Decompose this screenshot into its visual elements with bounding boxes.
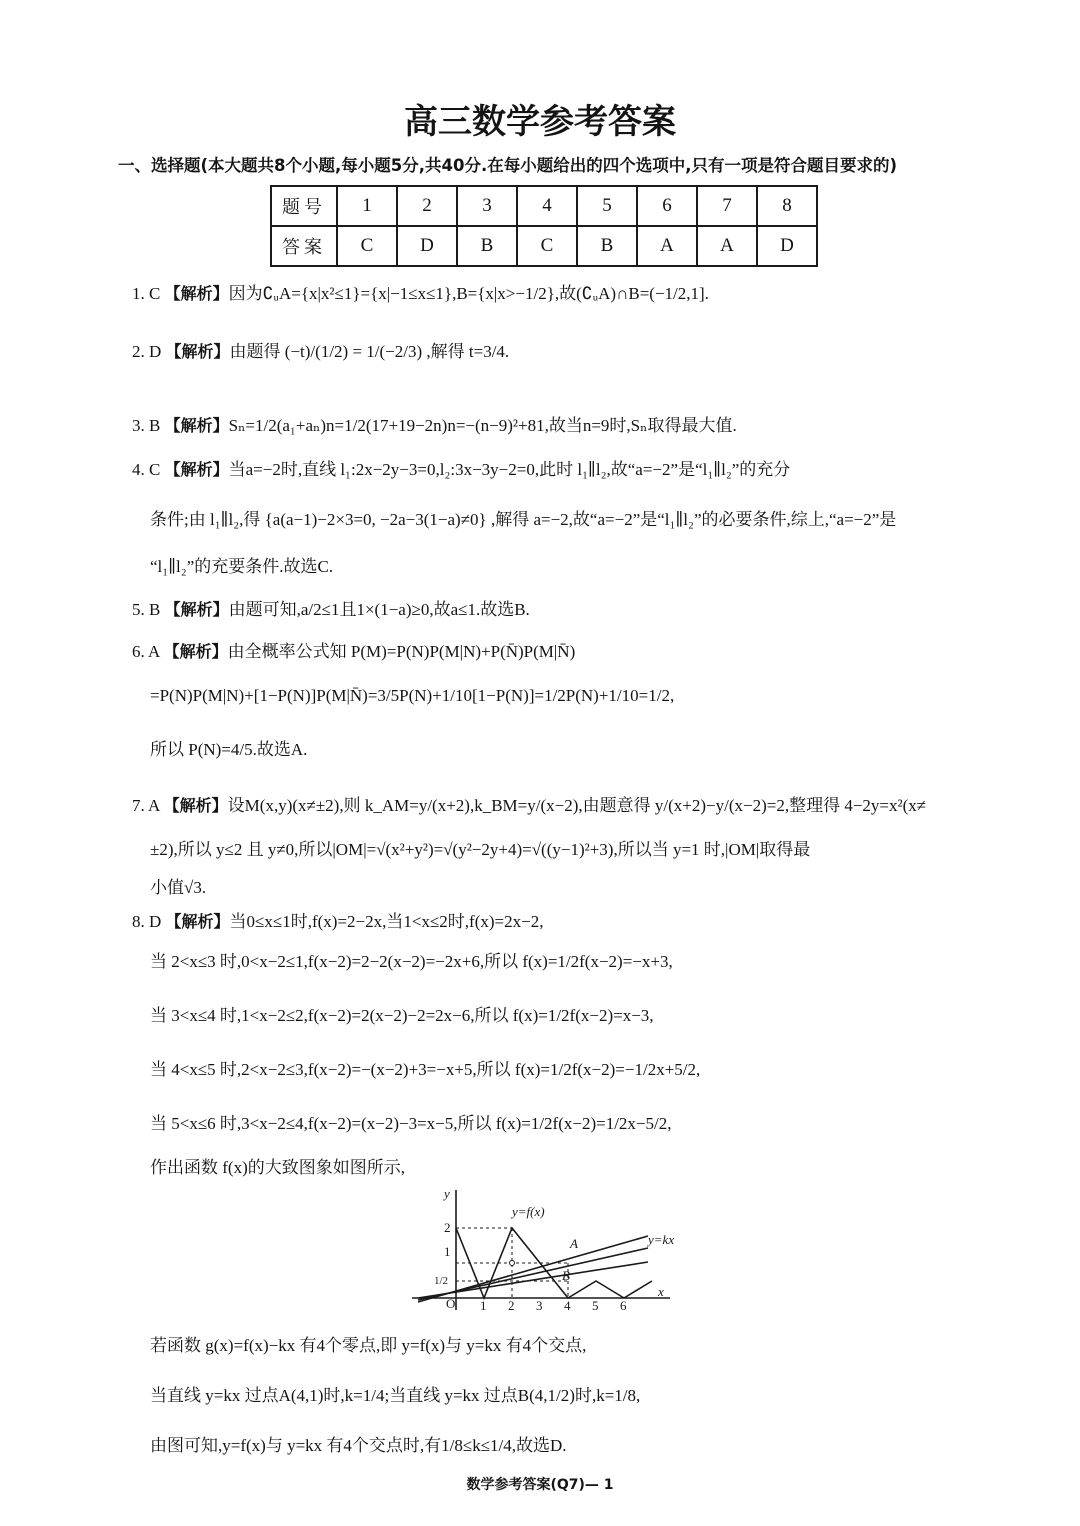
item-number: 7. A [132, 796, 160, 815]
table-cell: 3 [457, 186, 517, 226]
analysis-tag: 【解析】 [163, 796, 228, 815]
item-8-cont-7: 当直线 y=kx 过点A(4,1)时,k=1/4;当直线 y=kx 过点B(4,1/2)时,k=1/8, [150, 1386, 641, 1405]
origin-label: O [446, 1296, 456, 1311]
x-tick-label: 4 [564, 1298, 571, 1313]
analysis-tag: 【解析】 [165, 912, 230, 931]
analysis-tag: 【解析】 [164, 284, 229, 303]
table-row-answers [271, 226, 817, 266]
item-6-cont-1: =P(N)P(M|N)+[1−P(N)]P(M|N̄)=3/5P(N)+1/10[1−P(N)]=1/2P(N)+1/10=1/2, [150, 686, 675, 705]
item-text: 当a=−2时,直线 l₁:2x−2y−3=0,l₂:3x−3y−2=0,此时 l₁∥l₂,故“a=−2”是“l₁∥l₂”的充分 [228, 460, 791, 479]
function-graph [408, 1184, 688, 1314]
item-text: 设M(x,y)(x≠±2),则 k_AM=y/(x+2),k_BM=y/(x−2),由题意得 y/(x+2)−y/(x−2)=2,整理得 4−2y=x²(x≠ [227, 796, 927, 815]
page-footer: 数学参考答案(Q7)— 1 [466, 1477, 614, 1493]
table-header-answer: 答案 [271, 226, 337, 266]
x-tick-label: 6 [620, 1298, 627, 1313]
table-header-number: 题号 [271, 186, 337, 226]
item-number: 8. D [132, 912, 162, 931]
y-tick-label: 2 [444, 1220, 451, 1235]
kx-line-flat [418, 1262, 648, 1298]
x-tick-label: 1 [480, 1298, 487, 1313]
item-4-cont-1: 条件;由 l₁∥l₂,得 {a(a−1)−2×3=0, −2a−3(1−a)≠0} ,解得 a=−2,故“a=−2”是“l₁∥l₂”的必要条件,综上,“a=−2”是 [150, 510, 897, 529]
table-cell: 8 [757, 186, 817, 226]
answer-item-7 [132, 790, 962, 822]
table-cell: 7 [697, 186, 757, 226]
open-point [510, 1261, 515, 1266]
section-heading: 一、选择题(本大题共8个小题,每小题5分,共40分.在每小题给出的四个选项中,只有一项是符合题目要求的) [118, 156, 898, 175]
analysis-tag: 【解析】 [165, 342, 230, 361]
item-8-cont-8: 由图可知,y=f(x)与 y=kx 有4个交点时,有1/8≤k≤1/4,故选D. [150, 1436, 567, 1455]
page-title: 高三数学参考答案 [404, 102, 676, 142]
item-text: 当0≤x≤1时,f(x)=2−2x,当1<x≤2时,f(x)=2x−2, [229, 912, 544, 931]
table-cell: B [457, 226, 517, 266]
item-number: 4. C [132, 460, 161, 479]
table-cell: C [517, 226, 577, 266]
item-number: 3. B [132, 416, 161, 435]
table-row-numbers [271, 186, 817, 226]
answer-item-8 [132, 906, 962, 938]
y-tick-label: 1 [444, 1244, 451, 1259]
item-4-cont-2: “l₁∥l₂”的充要条件.故选C. [150, 557, 334, 576]
item-text: 由全概率公式知 P(M)=P(N)P(M|N)+P(N̄)P(M|N̄) [227, 642, 576, 661]
item-6-cont-2: 所以 P(N)=4/5.故选A. [150, 740, 308, 759]
item-8-cont-2: 当 3<x≤4 时,1<x−2≤2,f(x−2)=2(x−2)−2=2x−6,所以 f(x)=1/2f(x−2)=x−3, [150, 1006, 654, 1025]
answer-item-3 [132, 410, 962, 442]
table-cell: 2 [397, 186, 457, 226]
item-8-cont-1: 当 2<x≤3 时,0<x−2≤1,f(x−2)=2−2(x−2)=−2x+6,所以 f(x)=1/2f(x−2)=−x+3, [150, 952, 673, 971]
item-text: 由题可知,a/2≤1且1×(1−a)≥0,故a≤1.故选B. [228, 600, 530, 619]
item-text: 由题得 (−t)/(1/2) = 1/(−2/3) ,解得 t=3/4. [229, 342, 510, 361]
table-cell: C [337, 226, 397, 266]
answer-table [270, 185, 818, 267]
table-cell: 1 [337, 186, 397, 226]
analysis-tag: 【解析】 [164, 460, 229, 479]
item-number: 1. C [132, 284, 161, 303]
item-number: 6. A [132, 642, 160, 661]
x-tick-label: 3 [536, 1298, 543, 1313]
item-text: 因为∁ᵤA={x|x²≤1}={x|−1≤x≤1},B={x|x>−1/2},故(∁ᵤA)∩B=(−1/2,1]. [228, 284, 709, 303]
item-8-cont-4: 当 5<x≤6 时,3<x−2≤4,f(x−2)=(x−2)−3=x−5,所以 f(x)=1/2f(x−2)=1/2x−5/2, [150, 1114, 672, 1133]
table-cell: 6 [637, 186, 697, 226]
analysis-tag: 【解析】 [163, 642, 228, 661]
x-axis-label: x [658, 1284, 664, 1299]
point-a-label: A [570, 1236, 578, 1251]
table-cell: D [397, 226, 457, 266]
answer-item-6 [132, 636, 962, 668]
item-7-cont-1: ±2),所以 y≤2 且 y≠0,所以|OM|=√(x²+y²)=√(y²−2y+4)=√((y−1)²+3),所以当 y=1 时,|OM|取得最 [150, 840, 811, 859]
analysis-tag: 【解析】 [164, 416, 229, 435]
item-7-cont-2: 小值√3. [150, 878, 207, 897]
point-b-label: B [562, 1268, 570, 1283]
item-8-cont-3: 当 4<x≤5 时,2<x−2≤3,f(x−2)=−(x−2)+3=−x+5,所以 f(x)=1/2f(x−2)=−1/2x+5/2, [150, 1060, 701, 1079]
y-axis-label: y [444, 1186, 450, 1201]
x-tick-label: 5 [592, 1298, 599, 1313]
fx-label: y=f(x) [512, 1204, 545, 1219]
x-tick-label: 2 [508, 1298, 515, 1313]
answer-item-1 [132, 278, 962, 310]
kx-label: y=kx [648, 1232, 675, 1247]
analysis-tag: 【解析】 [164, 600, 229, 619]
item-text: Sₙ=1/2(a₁+aₙ)n=1/2(17+19−2n)n=−(n−9)²+81,故当n=9时,Sₙ取得最大值. [228, 416, 737, 435]
answer-item-2 [132, 336, 962, 368]
table-cell: A [697, 226, 757, 266]
item-8-cont-5: 作出函数 f(x)的大致图象如图所示, [150, 1158, 405, 1177]
item-number: 2. D [132, 342, 162, 361]
answer-item-5 [132, 594, 962, 626]
table-cell: D [757, 226, 817, 266]
item-8-cont-6: 若函数 g(x)=f(x)−kx 有4个零点,即 y=f(x)与 y=kx 有4个交点, [150, 1336, 587, 1355]
table-cell: B [577, 226, 637, 266]
table-cell: 5 [577, 186, 637, 226]
item-number: 5. B [132, 600, 161, 619]
y-tick-label: 1/2 [434, 1275, 449, 1287]
answer-item-4 [132, 454, 962, 486]
table-cell: A [637, 226, 697, 266]
table-cell: 4 [517, 186, 577, 226]
